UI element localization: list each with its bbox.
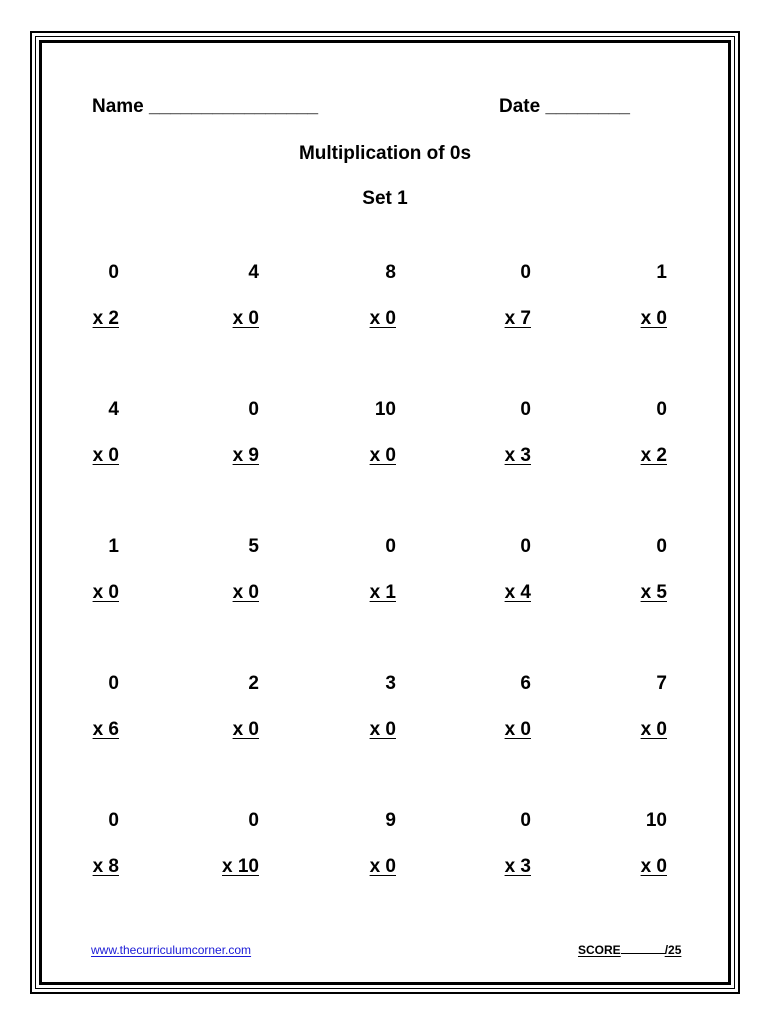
problem-multiplier [577,856,667,878]
problem-top-number: 0 [520,536,531,557]
problem-multiplier-text: x 0 [232,582,259,603]
problem-7 [169,399,259,467]
problem-19 [441,673,531,741]
problem-multiplier [169,856,259,878]
problem-multiplier-text: x 0 [369,719,396,740]
problem-top-number: 4 [248,262,259,283]
problem-multiplier-text: x 0 [504,719,531,740]
score-box [578,943,681,957]
problem-multiplier [441,445,531,467]
problem-multiplier [306,445,396,467]
problem-top-number: 2 [248,673,259,694]
problem-multiplier-text: x 6 [92,719,119,740]
problem-multiplier [577,445,667,467]
problem-top-number: 3 [385,673,396,694]
problem-10 [577,399,667,467]
problem-top-number: 8 [385,262,396,283]
problem-multiplier [169,582,259,604]
problem-multiplier-text: x 2 [640,445,667,466]
problem-multiplier [306,719,396,741]
problem-top-number: 0 [520,399,531,420]
score-total: /25 [664,943,682,957]
problem-5 [577,262,667,330]
problem-multiplier [169,719,259,741]
problem-top-number: 0 [108,810,119,831]
problem-16 [29,673,119,741]
problem-15 [577,536,667,604]
problem-2 [169,262,259,330]
problem-top-number: 9 [385,810,396,831]
problem-multiplier [306,582,396,604]
problem-12 [169,536,259,604]
problem-multiplier [169,445,259,467]
problem-multiplier [577,308,667,330]
problem-multiplier-text: x 0 [232,719,259,740]
problem-top-number: 7 [656,673,667,694]
problem-multiplier-text: x 9 [232,445,259,466]
problem-top-number: 1 [656,262,667,283]
date-field[interactable]: Date ________ [499,96,630,117]
problem-multiplier-text: x 0 [92,445,119,466]
problem-top-number: 6 [520,673,531,694]
set-label: Set 1 [362,188,408,209]
problem-multiplier-text: x 0 [369,856,396,877]
problem-20 [577,673,667,741]
problem-multiplier [29,719,119,741]
problem-multiplier [29,582,119,604]
problem-top-number: 0 [248,810,259,831]
problem-4 [441,262,531,330]
problem-multiplier [577,719,667,741]
problem-multiplier [441,582,531,604]
problem-multiplier-text: x 0 [369,308,396,329]
problem-multiplier [441,308,531,330]
problem-multiplier-text: x 3 [504,445,531,466]
problem-multiplier-text: x 7 [504,308,531,329]
problem-top-number: 0 [656,399,667,420]
problem-multiplier-text: x 0 [640,856,667,877]
problem-24 [441,810,531,878]
problem-multiplier-text: x 0 [640,308,667,329]
problem-multiplier [29,445,119,467]
problem-multiplier-text: x 3 [504,856,531,877]
problem-top-number: 0 [108,262,119,283]
problem-top-number: 0 [520,810,531,831]
problem-9 [441,399,531,467]
problem-top-number: 0 [656,536,667,557]
problem-multiplier [29,856,119,878]
problem-top-number: 0 [108,673,119,694]
problem-top-number: 5 [248,536,259,557]
problem-top-number: 0 [385,536,396,557]
problem-25 [577,810,667,878]
problem-multiplier [441,856,531,878]
problem-multiplier-text: x 2 [92,308,119,329]
problem-top-number: 0 [520,262,531,283]
problem-3 [306,262,396,330]
problem-21 [29,810,119,878]
problem-multiplier [306,856,396,878]
problem-multiplier-text: x 0 [640,719,667,740]
problem-multiplier-text: x 8 [92,856,119,877]
worksheet-title: Multiplication of 0s [298,143,472,164]
problem-top-number: 10 [645,810,667,831]
problem-22 [169,810,259,878]
problem-multiplier-text: x 0 [369,445,396,466]
problem-18 [306,673,396,741]
problem-multiplier [29,308,119,330]
problem-multiplier [441,719,531,741]
problem-14 [441,536,531,604]
problem-top-number: 0 [248,399,259,420]
problem-11 [29,536,119,604]
problem-top-number: 4 [108,399,119,420]
problem-multiplier-text: x 0 [92,582,119,603]
problem-23 [306,810,396,878]
website-link[interactable]: www.thecurriculumcorner.com [91,943,252,957]
problem-multiplier [577,582,667,604]
problem-top-number: 1 [108,536,119,557]
problem-17 [169,673,259,741]
problem-13 [306,536,396,604]
problem-multiplier-text: x 1 [369,582,396,603]
problem-multiplier-text: x 4 [504,582,531,603]
problem-multiplier [306,308,396,330]
problem-1 [29,262,119,330]
problem-multiplier-text: x 5 [640,582,667,603]
problem-multiplier-text: x 10 [222,856,259,877]
score-label: SCORE [578,943,621,957]
problem-multiplier-text: x 0 [232,308,259,329]
score-blank[interactable] [621,943,665,954]
problem-multiplier [169,308,259,330]
problem-6 [29,399,119,467]
problem-top-number: 10 [374,399,396,420]
name-field[interactable]: Name ________________ [92,96,319,117]
problem-8 [306,399,396,467]
